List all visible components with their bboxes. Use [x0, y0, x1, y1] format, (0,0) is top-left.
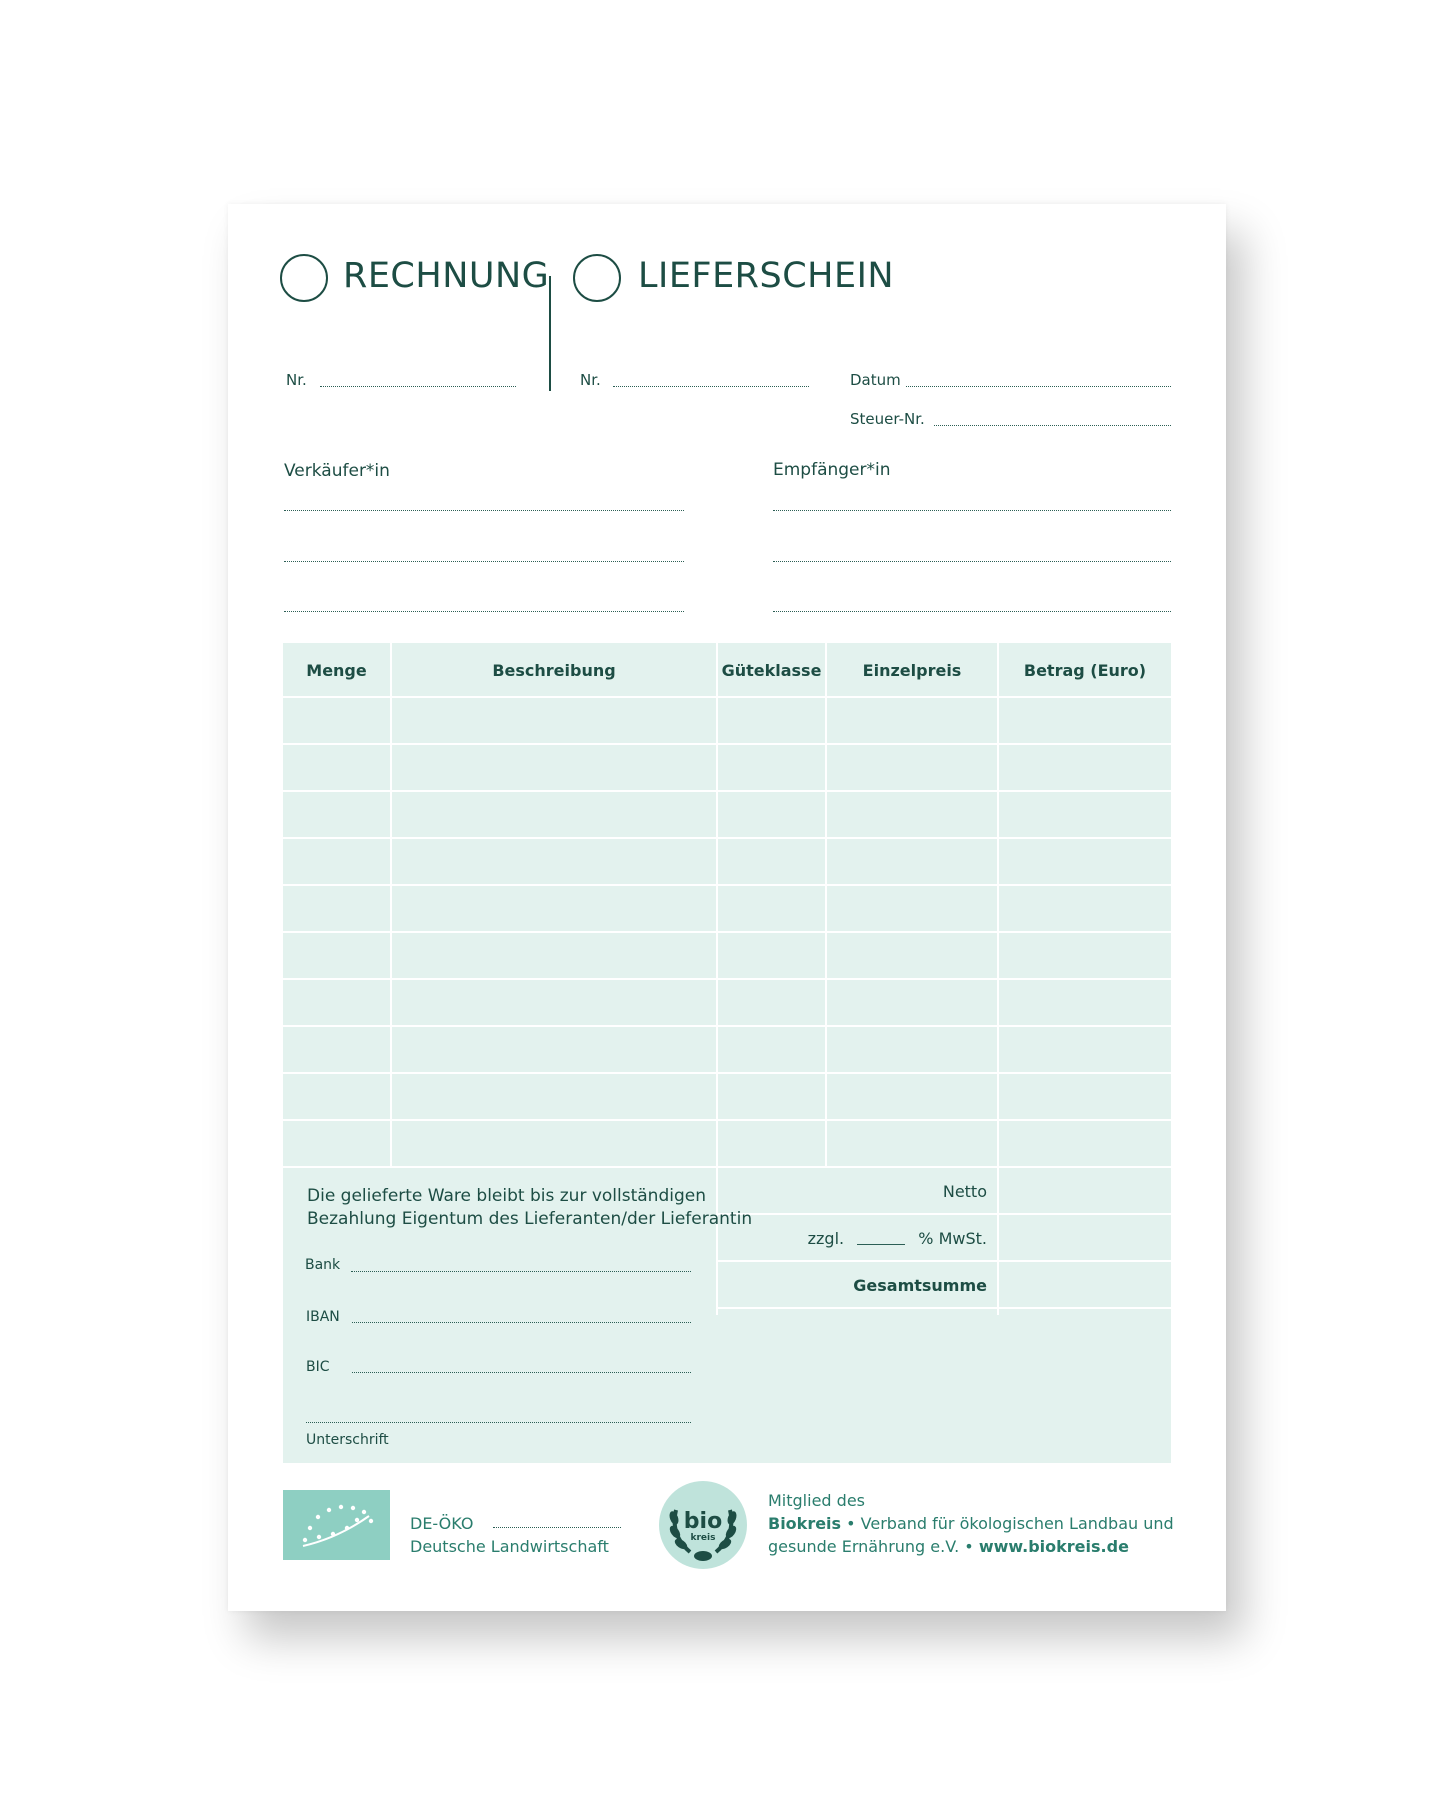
row-divider: [283, 978, 1171, 980]
eu-organic-logo: [283, 1490, 390, 1560]
bic-label: BIC: [306, 1359, 330, 1375]
row-divider: [283, 1025, 1171, 1027]
row-divider: [283, 884, 1171, 886]
seller-line-1[interactable]: [284, 510, 684, 511]
col-divider: [825, 643, 827, 1168]
recipient-line-3[interactable]: [773, 611, 1171, 612]
biokreis-logo-icon: [658, 1480, 748, 1570]
association-description-2: gesunde Ernährung e.V. •: [768, 1537, 979, 1556]
seller-line-2[interactable]: [284, 561, 684, 562]
form-sheet: [228, 204, 1226, 1611]
total-value-field[interactable]: [999, 1262, 1171, 1307]
association-description-1: • Verband für ökologischen Landbau und: [841, 1514, 1174, 1533]
column-header-einzelpreis: Einzelpreis: [862, 660, 962, 680]
eco-code-label: DE-ÖKO: [410, 1514, 474, 1533]
tax-number-label: Steuer-Nr.: [850, 410, 925, 428]
delivery-number-field[interactable]: [613, 386, 809, 387]
eu-organic-leaf-icon: [283, 1490, 390, 1560]
invoice-title: RECHNUNG: [343, 256, 550, 296]
column-header-menge: Menge: [306, 660, 367, 680]
vat-suffix: % MwSt.: [918, 1229, 987, 1248]
net-label: Netto: [942, 1182, 987, 1201]
row-divider: [283, 837, 1171, 839]
invoice-number-label: Nr.: [286, 371, 307, 389]
biokreis-logo-word-bio: bio: [683, 1509, 723, 1534]
tax-number-field[interactable]: [934, 425, 1171, 426]
membership-text: [768, 1489, 1174, 1558]
vat-row: [733, 1229, 987, 1248]
eco-code-field[interactable]: [493, 1527, 621, 1528]
vat-rate-field[interactable]: [857, 1234, 905, 1245]
delivery-checkbox-circle-icon[interactable]: [573, 254, 621, 302]
biokreis-logo-word-kreis: kreis: [690, 1533, 716, 1543]
iban-label: IBAN: [306, 1309, 340, 1325]
row-divider: [283, 931, 1171, 933]
vat-prefix: zzgl.: [807, 1229, 845, 1248]
recipient-line-2[interactable]: [773, 561, 1171, 562]
column-header-beschreibung: Beschreibung: [492, 660, 616, 680]
association-line-2: [768, 1535, 1174, 1558]
row-divider: [283, 1072, 1171, 1074]
bank-label: Bank: [305, 1257, 341, 1273]
retention-notice: [307, 1185, 752, 1231]
retention-notice-line-2: Bezahlung Eigentum des Lieferanten/der Lieferantin: [307, 1209, 753, 1229]
delivery-number-label: Nr.: [580, 371, 601, 389]
seller-line-3[interactable]: [284, 611, 684, 612]
association-name: Biokreis: [768, 1514, 842, 1533]
net-value-field[interactable]: [999, 1168, 1171, 1213]
invoice-number-field[interactable]: [320, 386, 516, 387]
col-divider: [390, 643, 392, 1168]
column-header-gueteklasse: Güteklasse: [721, 660, 822, 680]
eco-origin-label: Deutsche Landwirtschaft: [410, 1537, 609, 1556]
date-label: Datum: [850, 371, 901, 389]
row-divider: [283, 790, 1171, 792]
recipient-label: Empfänger*in: [773, 460, 891, 480]
bic-field[interactable]: [352, 1372, 691, 1373]
bank-field[interactable]: [351, 1271, 691, 1272]
vat-value-field[interactable]: [999, 1215, 1171, 1260]
totals-divider: [716, 1307, 1171, 1309]
signature-field[interactable]: [306, 1422, 691, 1423]
retention-notice-line-1: Die gelieferte Ware bleibt bis zur vollständigen: [307, 1186, 706, 1206]
delivery-title: LIEFERSCHEIN: [638, 256, 895, 296]
row-divider: [283, 1119, 1171, 1121]
row-divider: [283, 743, 1171, 745]
row-divider: [283, 696, 1171, 698]
recipient-line-1[interactable]: [773, 510, 1171, 511]
seller-label: Verkäufer*in: [284, 461, 390, 481]
association-website-link[interactable]: www.biokreis.de: [978, 1537, 1129, 1556]
iban-field[interactable]: [352, 1322, 691, 1323]
items-table: [283, 643, 1171, 1463]
column-header-betrag: Betrag (Euro): [1023, 660, 1147, 680]
association-line-1: [768, 1512, 1174, 1535]
total-label: Gesamtsumme: [853, 1276, 987, 1295]
invoice-checkbox-circle-icon[interactable]: [280, 254, 328, 302]
member-of-label: Mitglied des: [768, 1491, 865, 1510]
signature-label: Unterschrift: [306, 1432, 389, 1448]
header-divider: [549, 276, 551, 391]
date-field[interactable]: [906, 386, 1171, 387]
